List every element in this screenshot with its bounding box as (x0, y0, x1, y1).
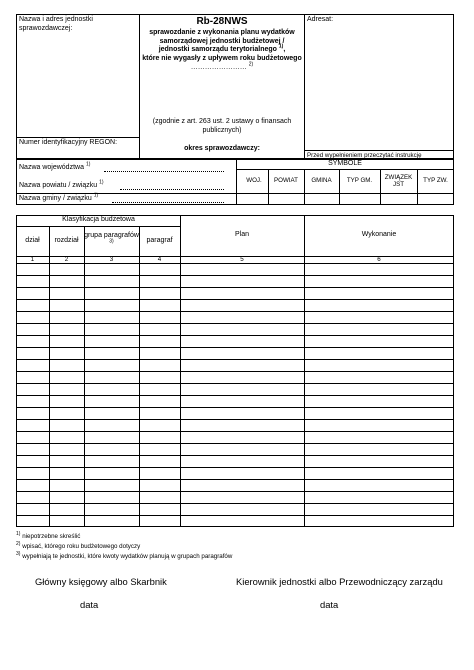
table-row[interactable] (16, 431, 454, 443)
table-row[interactable] (16, 371, 454, 383)
table-row[interactable] (16, 455, 454, 467)
table-row[interactable] (16, 347, 454, 359)
title-line-1: sprawozdanie z wykonania planu wydatków (149, 29, 295, 36)
title-sup-2: 2) (248, 62, 254, 69)
symbols-title: SYMBOLE (328, 159, 362, 167)
col-paragraf: paragraf (146, 236, 173, 244)
table-row[interactable] (16, 491, 454, 503)
symbol-woj: WOJ. (246, 177, 262, 185)
col-dzial: dział (25, 236, 40, 244)
commune-label: Nazwa gminy / związku $^{1)}$ (19, 192, 99, 202)
col-number-2: 2 (64, 255, 69, 263)
right-signature-title: Kierownik jednostki albo Przewodniczący zarządu (236, 576, 443, 587)
col-number-3: 3 (109, 255, 114, 263)
left-signature-date: data (80, 599, 99, 610)
table-row[interactable] (16, 419, 454, 431)
symbol-typ-gm: TYP GM. (346, 177, 373, 185)
table-row[interactable] (16, 503, 454, 515)
county-label: Nazwa powiatu / związku $^{1)}$ (19, 179, 104, 189)
commune-field[interactable] (112, 202, 224, 203)
county-field[interactable] (120, 189, 224, 190)
table-row[interactable] (16, 335, 454, 347)
period-label: okres sprawozdawczy: (184, 145, 260, 152)
recipient-label: Adresat: (307, 16, 334, 23)
regon-label: Numer identyfikacyjny REGON: (19, 139, 118, 146)
symbol-powiat: POWIAT (274, 177, 298, 185)
instructions-note: Przed wypełnieniem przeczytać instrukcję (307, 152, 422, 159)
symbol-typ-zw: TYP ZW. (423, 177, 448, 185)
footnote-3: $^{3)}$ wypełniają te jednostki, które kwoty wydatków planują w grupach paragrafów (16, 550, 233, 560)
voivodeship-label: Nazwa województwa $^{1)}$ (19, 161, 91, 171)
table-row[interactable] (16, 359, 454, 371)
col-grupa: grupa paragrafów $^{3)}$ (84, 232, 139, 245)
symbol-gmina: GMINA (311, 177, 332, 185)
left-signature-title: Główny księgowy albo Skarbnik (35, 576, 167, 587)
col-plan: Plan (234, 231, 249, 239)
footnote-2: $^{2)}$ wpisać, którego roku budżetowego dotyczy (16, 540, 141, 550)
year-dots: …………………… (190, 64, 247, 72)
title-sup-1: 1) (278, 43, 284, 50)
form-code: Rb-28NWS (196, 16, 248, 27)
table-row[interactable] (16, 287, 454, 299)
table-row[interactable] (16, 479, 454, 491)
col-number-4: 4 (157, 255, 162, 263)
voivodeship-field[interactable] (104, 171, 224, 172)
table-row[interactable] (16, 407, 454, 419)
table-row[interactable] (16, 299, 454, 311)
col-number-6: 6 (377, 255, 381, 263)
table-row[interactable] (16, 443, 454, 455)
footnote-1: $^{1)}$ niepotrzebne skreślić (16, 530, 81, 540)
title-line-3: jednostki samorządu terytorialnego (158, 46, 277, 54)
table-row[interactable] (16, 467, 454, 479)
table-row[interactable] (16, 323, 454, 335)
classification-header: Klasyfikacja budżetowa (62, 216, 135, 224)
col-rozdzial: rozdział (54, 236, 79, 244)
symbol-zwiazek-jst: ZWIĄZEK JST (384, 173, 413, 188)
col-wykonanie: Wykonanie (361, 231, 397, 239)
legal-basis: (zgodnie z art. 263 ust. 2 ustawy o finansach publicznych) (152, 118, 292, 134)
col-number-5: 5 (240, 255, 244, 263)
table-row[interactable] (16, 383, 454, 395)
report-title: Rb-28NWS sprawozdanie z wykonania planu wydatków samorządowej jednostki budżetowej / jednostki samorządu terytorialnego $^{1)}$, które nie wygasły z upływem roku budżetowego …………………… $^{2)}$ (142, 16, 302, 72)
title-line-4: które nie wygasły z upływem roku budżetowego (142, 54, 302, 62)
title-line-2: samorządowej jednostki budżetowej / (159, 37, 285, 45)
table-row[interactable] (16, 311, 454, 323)
table-row[interactable] (16, 263, 454, 275)
table-row[interactable] (16, 395, 454, 407)
table-row[interactable] (16, 515, 454, 527)
col-number-1: 1 (30, 255, 35, 263)
table-row[interactable] (16, 275, 454, 287)
entity-label: Nazwa i adres jednostki sprawozdawczej: (19, 16, 93, 32)
right-signature-date: data (320, 599, 339, 610)
